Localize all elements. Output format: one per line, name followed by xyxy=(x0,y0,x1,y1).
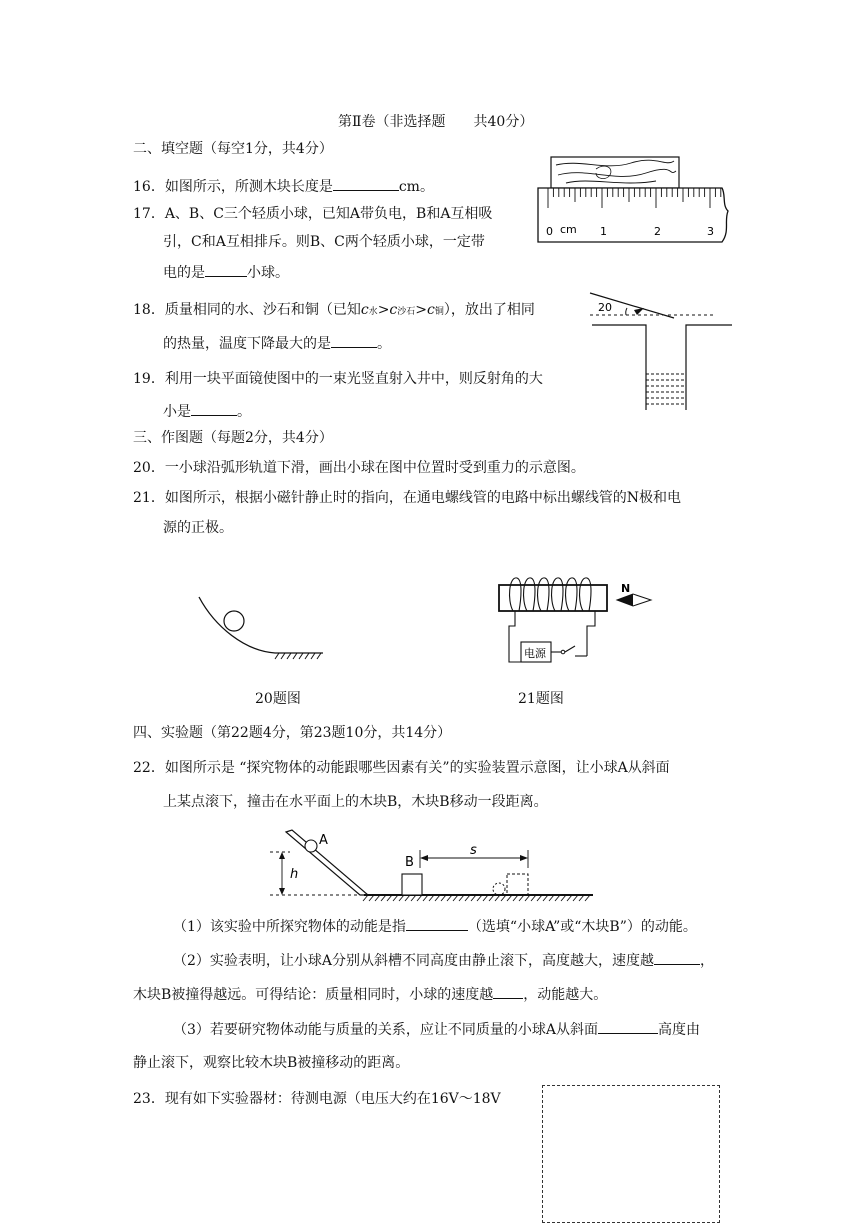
distance-arrow-left xyxy=(420,855,428,861)
ruler-label-cm: cm xyxy=(560,223,577,236)
q22-part1 xyxy=(173,916,697,937)
q18-sub-copper: 铜 xyxy=(434,307,444,317)
distance-arrow-right xyxy=(520,855,528,861)
well-light-figure xyxy=(590,288,735,413)
height-arrow-bottom xyxy=(279,888,285,895)
switch-blade xyxy=(565,646,575,652)
q18-sub-sand: 沙石 xyxy=(397,307,416,317)
ruler-label-2: 2 xyxy=(654,225,661,238)
q19-answer-blank[interactable] xyxy=(191,401,237,416)
q22-p1-text-b: （选填“小球A”或“木块B”）的动能。 xyxy=(467,919,697,935)
question-17-line2: 引，C和A互相排斥。则B、C两个轻质小球，一定带 xyxy=(163,234,485,250)
ruler-wood-block-figure xyxy=(536,155,736,245)
q18-answer-blank[interactable] xyxy=(331,333,377,348)
ball xyxy=(224,611,244,631)
question-19-line2 xyxy=(163,401,251,422)
block-b xyxy=(402,874,422,895)
q17-answer-blank[interactable] xyxy=(205,262,247,277)
height-label: h xyxy=(290,867,299,882)
q16-text: 16．如图所示，所测木块长度是 xyxy=(133,179,333,195)
section-heading-drawing: 三、作图题（每题2分，共4分） xyxy=(133,430,333,446)
question-22-line1: 22．如图所示是 “探究物体的动能跟哪些因素有关”的实验装置示意图，让小球A从斜面 xyxy=(133,760,670,776)
light-arrow xyxy=(634,308,644,315)
q18-c2: c xyxy=(389,302,398,318)
q22-part2-line2 xyxy=(133,984,607,1005)
angle-label: 20 xyxy=(598,301,612,314)
q18-c1: c xyxy=(360,302,369,318)
q18-text-a: 的热量，温度下降最大的是 xyxy=(163,336,331,352)
fig21-caption: 21题图 xyxy=(518,691,564,707)
ruler-label-1: 1 xyxy=(600,225,607,238)
curved-track-figure xyxy=(195,595,330,665)
ruler-label-3: 3 xyxy=(707,225,714,238)
height-arrow-top xyxy=(279,852,285,859)
q22-p2-text-d: ，动能越大。 xyxy=(523,987,608,1003)
q18-c3: c xyxy=(427,302,435,318)
q22-part2-line1 xyxy=(173,950,714,971)
q22-p3-text-a: （3）若要研究物体动能与质量的关系，应让不同质量的小球A从斜面 xyxy=(173,1022,599,1038)
distance-label: s xyxy=(470,843,477,858)
power-source-label: 电源 xyxy=(524,647,546,660)
well-water xyxy=(646,374,686,404)
curved-track xyxy=(199,597,323,653)
block-final-position xyxy=(507,874,528,895)
q22-p2-text-c: 木块B被撞得越远。可得结论：质量相同时，小球的速度越 xyxy=(133,987,494,1003)
question-18-line1 xyxy=(133,300,535,322)
ground-hatching xyxy=(275,653,321,659)
wire-right xyxy=(587,611,595,656)
fig20-caption: 20题图 xyxy=(255,691,301,707)
q22-p2-text-b: ， xyxy=(700,953,715,969)
q16-answer-blank[interactable] xyxy=(333,176,399,191)
q18-gt1: > xyxy=(377,302,390,318)
q18-gt2: > xyxy=(415,302,428,318)
question-19-line1: 19．利用一块平面镜使图中的一束光竖直射入井中，则反射角的大 xyxy=(133,371,543,387)
compass-needle-north xyxy=(617,594,633,606)
question-23-line1: 23．现有如下实验器材：待测电源（电压大约在16V～18V xyxy=(133,1091,501,1107)
angle-arc xyxy=(626,308,627,315)
q22-p3-answer-blank[interactable] xyxy=(598,1019,658,1034)
ball-final-position xyxy=(493,883,505,895)
q22-p3-text-b: 高度由 xyxy=(658,1022,701,1038)
q18-text-b: 。 xyxy=(377,336,391,352)
question-21-line2: 源的正极。 xyxy=(163,520,233,536)
solenoid-circuit-figure xyxy=(495,570,660,670)
question-21-line1: 21．如图所示，根据小磁针静止时的指向，在通电螺线管的电路中标出螺线管的N极和电 xyxy=(133,490,682,506)
q17-text-a: 电的是 xyxy=(163,265,205,281)
q22-p1-text-a: （1）该实验中所探究物体的动能是指 xyxy=(173,919,406,935)
q22-part3-line2: 静止滚下，观察比较木块B被撞移动的距离。 xyxy=(133,1055,410,1071)
q22-part3-line1 xyxy=(173,1019,700,1040)
question-22-line2: 上某点滚下，撞击在水平面上的木块B，木块B移动一段距离。 xyxy=(163,794,548,810)
kinetic-energy-experiment-figure xyxy=(268,830,598,905)
q18-post: ），放出了相同 xyxy=(443,302,535,318)
well-right-wall xyxy=(686,325,732,410)
compass-n-label: N xyxy=(621,582,631,595)
question-20: 20．一小球沿弧形轨道下滑，画出小球在图中位置时受到重力的示意图。 xyxy=(133,460,585,476)
section-heading-fill-in: 二、填空题（每空1分，共4分） xyxy=(133,141,333,157)
well-left-wall xyxy=(592,325,646,410)
ball-a xyxy=(305,840,317,852)
q16-unit: cm。 xyxy=(398,179,434,195)
q22-p2-answer-blank-1[interactable] xyxy=(654,950,700,965)
part-title: 第Ⅱ卷（非选择题 共40分） xyxy=(338,114,534,130)
question-18-line2 xyxy=(163,333,391,354)
q17-text-b: 小球。 xyxy=(247,265,289,281)
question-16 xyxy=(133,176,434,197)
q18-sub-water: 水 xyxy=(368,307,378,317)
q18-pre: 18．质量相同的水、沙石和铜（已知 xyxy=(133,302,361,318)
q19-text-b: 。 xyxy=(237,404,251,420)
ruler-label-0: 0 xyxy=(546,225,553,238)
block-b-label: B xyxy=(405,855,414,870)
question-17-line1: 17．A、B、C三个轻质小球，已知A带负电，B和A互相吸 xyxy=(133,206,493,222)
section-heading-experiment: 四、实验题（第22题4分，第23题10分，共14分） xyxy=(133,725,452,741)
q22-p2-answer-blank-2[interactable] xyxy=(493,984,523,999)
q22-p2-text-a: （2）实验表明，让小球A分别从斜槽不同高度由静止滚下，高度越大，速度越 xyxy=(173,953,655,969)
q22-p1-answer-blank[interactable] xyxy=(406,916,468,931)
switch-contact xyxy=(561,650,565,654)
question-17-line3 xyxy=(163,262,289,283)
q23-circuit-drawing-box[interactable] xyxy=(542,1085,720,1223)
q19-text-a: 小是 xyxy=(163,404,191,420)
ball-a-label: A xyxy=(319,833,328,848)
